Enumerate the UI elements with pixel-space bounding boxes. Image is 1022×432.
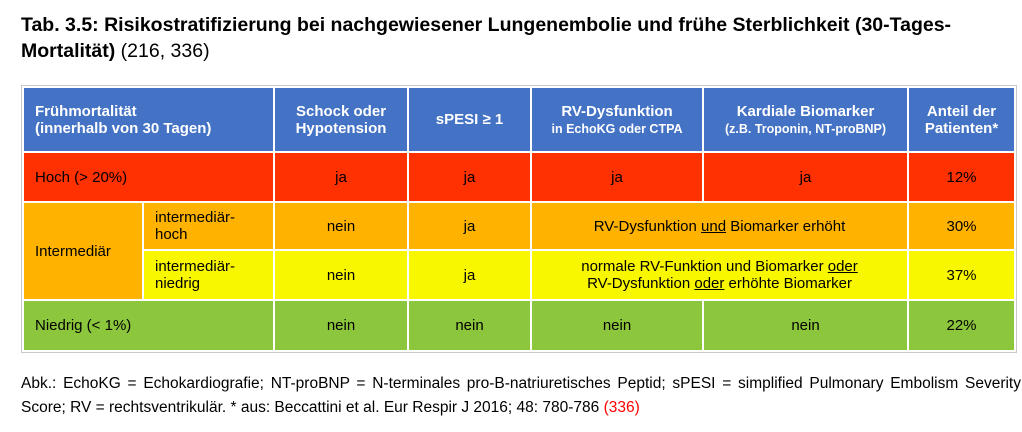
cell-intermediaer-label: Intermediär	[24, 203, 142, 299]
cell-int-low-label: intermediär-niedrig	[144, 251, 273, 299]
cell-low-rv: nein	[532, 301, 702, 350]
cell-high-spesi: ja	[409, 153, 530, 201]
table-caption-bold: Tab. 3.5: Risikostratifizierung bei nachgewiesener Lungenembolie und frühe Sterblichkeit (30-Tages-Mortalität)	[21, 14, 952, 63]
header-fruehmortalitaet-line2: (innerhalb von 30 Tagen)	[35, 119, 212, 137]
cell-high-biomarker: ja	[704, 153, 907, 201]
cell-low-spesi: nein	[409, 301, 530, 350]
cell-low-label: Niedrig (< 1%)	[24, 301, 273, 350]
row-intermediate-low	[24, 251, 1014, 299]
cell-int-low-criteria: normale RV-Funktion und Biomarker oder RV-Dysfunktion oder erhöhte Biomarker	[532, 251, 907, 299]
cell-low-share: 22%	[909, 301, 1014, 350]
header-fruehmortalitaet-line1: Frühmortalität	[35, 102, 137, 120]
cell-int-low-share: 37%	[909, 251, 1014, 299]
cell-high-shock: ja	[275, 153, 407, 201]
header-rv-dysfunktion	[532, 88, 702, 151]
header-fruehmortalitaet	[24, 88, 273, 151]
cell-int-high-spesi: ja	[409, 203, 530, 249]
table-caption	[21, 12, 1021, 64]
header-biomarker	[704, 88, 907, 151]
header-rv-main: RV-Dysfunktion	[561, 103, 673, 121]
cell-int-high-label: intermediär-hoch	[144, 203, 273, 249]
cell-high-rv: ja	[532, 153, 702, 201]
risk-stratification-table	[21, 85, 1017, 353]
table-caption-refs: (216, 336)	[115, 40, 210, 63]
header-spesi: sPESI ≥ 1	[409, 88, 530, 151]
cell-int-low-shock: nein	[275, 251, 407, 299]
row-low-risk	[24, 301, 1014, 350]
header-biomarker-sub: (z.B. Troponin, NT-proBNP)	[724, 122, 887, 137]
row-high-risk	[24, 153, 1014, 201]
cell-int-low-spesi: ja	[409, 251, 530, 299]
cell-int-high-share: 30%	[909, 203, 1014, 249]
header-biomarker-main: Kardiale Biomarker	[736, 103, 875, 121]
header-rv-sub: in EchoKG oder CTPA	[551, 122, 683, 137]
cell-high-share: 12%	[909, 153, 1014, 201]
cell-low-biomarker: nein	[704, 301, 907, 350]
cell-high-label: Hoch (> 20%)	[24, 153, 273, 201]
header-row	[24, 88, 1014, 151]
abbreviations-footnote: Abk.: EchoKG = Echokardiografie; NT-proBNP = N-terminales pro-B-natriuretisches Peptid; sPESI = simplified Pulmonary Embolism Severity Score; RV = rechtsventrikulär. * aus: Beccattini et al. Eur Respir J 2016; 48: 780-786 (336)	[21, 375, 1021, 416]
cell-int-high-shock: nein	[275, 203, 407, 249]
header-anteil: Anteil der Patienten*	[909, 88, 1014, 151]
cell-int-high-criteria: RV-Dysfunktion und Biomarker erhöht	[532, 203, 907, 249]
header-schock: Schock oder Hypotension	[275, 88, 407, 151]
cell-low-shock: nein	[275, 301, 407, 350]
row-intermediate-high	[24, 203, 1014, 249]
